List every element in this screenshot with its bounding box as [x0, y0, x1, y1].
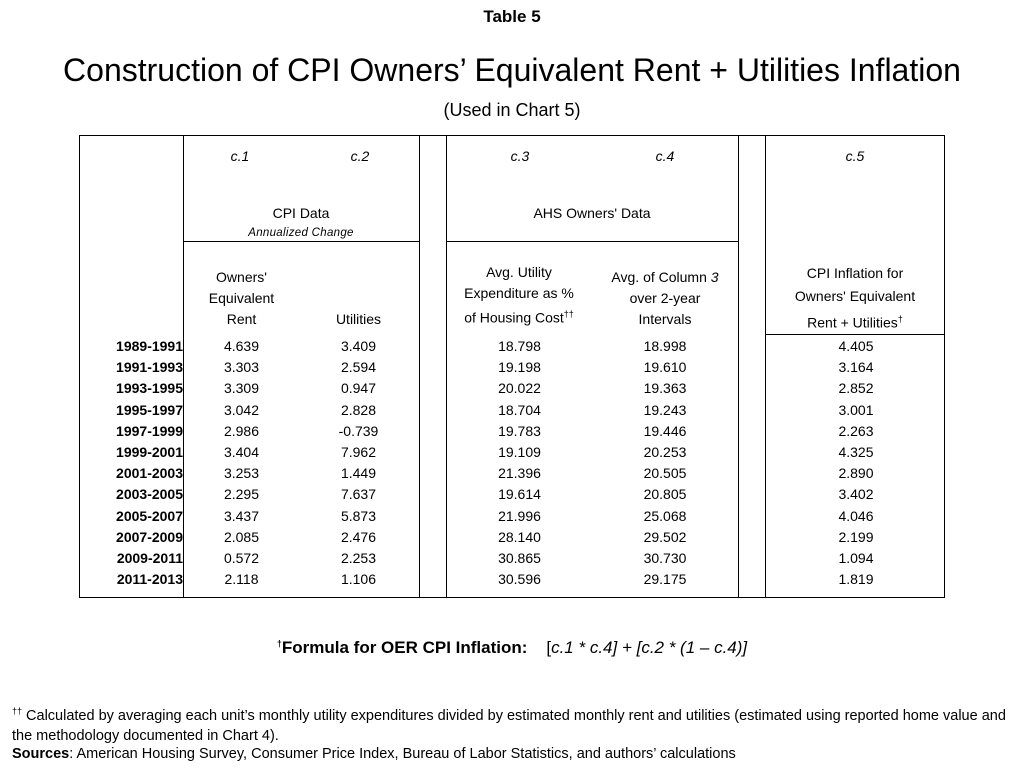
cell-c3: 28.140 — [498, 528, 541, 545]
header-cpi-inflation: CPI Inflation for Owners' Equivalent Rent + Utilities† — [794, 265, 916, 331]
cell-c3: 20.022 — [498, 380, 541, 397]
cell-c1: 2.085 — [223, 528, 260, 545]
cell-c3: 19.783 — [498, 422, 541, 439]
cell-c3: 30.596 — [498, 571, 541, 588]
cell-c5: 4.046 — [838, 507, 874, 524]
table-row — [80, 571, 946, 592]
row-period: 2005-2007 — [116, 507, 183, 524]
row-period: 1995-1997 — [116, 401, 183, 418]
table-row — [80, 508, 946, 529]
cell-c1: 3.437 — [223, 507, 260, 524]
table-row — [80, 402, 946, 423]
row-period: 1991-1993 — [116, 359, 183, 376]
cell-c5: 1.094 — [838, 550, 874, 566]
cell-c1: 2.118 — [224, 571, 259, 588]
cell-c3: 19.198 — [498, 359, 541, 376]
cell-c4: 18.998 — [643, 338, 687, 354]
cell-c5: 3.001 — [838, 401, 874, 418]
table-row — [80, 444, 946, 465]
slide-label: Table 5 — [483, 7, 541, 26]
cell-c4: 19.243 — [643, 401, 687, 418]
page-title: Construction of CPI Owners’ Equivalent Rent + Utilities Inflation — [63, 52, 961, 88]
cell-c3: 18.798 — [498, 338, 541, 354]
footnote: †† Calculated by averaging each unit’s monthly utility expenditures divided by estimated monthly rent and utilities (estimated using reported home value and the methodology documented in Chart 4). — [12, 706, 1006, 744]
table-row — [80, 486, 946, 507]
page-subtitle: (Used in Chart 5) — [443, 100, 581, 120]
group-annualized-change: Annualized Change — [248, 227, 354, 239]
col-id-c2: c.2 — [350, 148, 370, 164]
cell-c2: 1.106 — [340, 571, 377, 588]
cell-c5: 2.852 — [838, 380, 874, 397]
cell-c1: 3.042 — [223, 401, 260, 418]
cell-c2: 1.449 — [340, 465, 377, 482]
table-row — [80, 338, 946, 359]
cell-c3: 21.996 — [498, 507, 541, 524]
cell-c3: 19.614 — [498, 486, 541, 503]
cell-c4: 19.363 — [643, 380, 687, 397]
cell-c1: 2.295 — [223, 486, 260, 503]
cell-c3: 30.865 — [498, 550, 541, 566]
group-cpi-data: CPI Data — [272, 205, 330, 221]
table-row — [80, 550, 946, 571]
cell-c2: 0.947 — [340, 380, 377, 397]
cell-c4: 29.502 — [643, 528, 687, 545]
table-row — [80, 423, 946, 444]
cell-c5: 2.263 — [838, 422, 874, 439]
formula-line: †Formula for OER CPI Inflation: [c.1 * c.4] + [c.2 * (1 – c.4)] — [276, 638, 748, 657]
cell-c5: 1.819 — [838, 571, 874, 588]
row-period: 1989-1991 — [116, 338, 183, 354]
row-period: 1997-1999 — [116, 422, 183, 439]
table-divider — [446, 241, 738, 242]
row-period: 2007-2009 — [116, 528, 183, 545]
row-period: 2003-2005 — [116, 486, 183, 503]
header-oer: Owners' Equivalent Rent — [208, 269, 275, 327]
col-id-c5: c.5 — [845, 148, 865, 164]
cell-c4: 20.253 — [643, 444, 687, 460]
row-period: 2001-2003 — [116, 465, 183, 482]
col-id-c1: c.1 — [230, 148, 250, 164]
cell-c4: 29.175 — [643, 571, 687, 588]
cell-c4: 30.730 — [643, 550, 687, 566]
col-id-c4: c.4 — [655, 148, 675, 164]
row-period: 1999-2001 — [116, 444, 183, 460]
cell-c4: 19.446 — [643, 422, 687, 439]
table-row — [80, 359, 946, 380]
row-period: 1993-1995 — [116, 380, 183, 397]
cell-c1: 4.639 — [223, 338, 260, 354]
header-utilities: Utilities — [335, 311, 382, 327]
cell-c5: 3.164 — [838, 359, 874, 376]
cell-c5: 2.890 — [838, 465, 874, 482]
cell-c2: 2.253 — [340, 550, 377, 566]
data-table — [79, 135, 945, 598]
cell-c4: 19.610 — [643, 359, 687, 376]
cell-c2: 2.476 — [340, 528, 377, 545]
cell-c5: 2.199 — [838, 528, 874, 545]
header-avg-column: Avg. of Column 3 over 2-year Intervals — [611, 269, 719, 327]
sources-note: Sources: American Housing Survey, Consumer Price Index, Bureau of Labor Statistics, and authors’ calculations — [12, 746, 736, 762]
cell-c5: 4.325 — [838, 444, 874, 460]
row-period: 2009-2011 — [116, 550, 183, 566]
col-id-c3: c.3 — [510, 148, 530, 164]
cell-c2: -0.739 — [338, 422, 379, 439]
cell-c2: 5.873 — [340, 507, 377, 524]
table-divider — [183, 241, 419, 242]
cell-c5: 4.405 — [838, 338, 874, 354]
cell-c1: 3.404 — [223, 444, 260, 460]
group-ahs-owners-data: AHS Owners' Data — [533, 205, 651, 221]
table-row — [80, 465, 946, 486]
cell-c1: 3.253 — [223, 465, 260, 482]
cell-c1: 3.303 — [223, 359, 260, 376]
cell-c5: 3.402 — [838, 486, 874, 503]
row-period: 2011-2013 — [116, 571, 183, 588]
cell-c1: 3.309 — [223, 380, 260, 397]
cell-c2: 2.594 — [340, 359, 377, 376]
cell-c4: 20.505 — [643, 465, 687, 482]
cell-c2: 2.828 — [340, 401, 377, 418]
cell-c2: 3.409 — [340, 338, 377, 354]
table-row — [80, 529, 946, 550]
header-avg-utility: Avg. Utility Expenditure as % of Housing Cost†† — [464, 264, 574, 326]
cell-c1: 0.572 — [223, 550, 260, 566]
cell-c4: 25.068 — [643, 507, 687, 524]
cell-c3: 21.396 — [498, 465, 541, 482]
cell-c2: 7.962 — [340, 444, 377, 460]
cell-c3: 18.704 — [498, 401, 541, 418]
cell-c4: 20.805 — [643, 486, 687, 503]
cell-c2: 7.637 — [340, 486, 377, 503]
table-row — [80, 380, 946, 401]
cell-c3: 19.109 — [498, 444, 541, 460]
cell-c1: 2.986 — [223, 422, 260, 439]
